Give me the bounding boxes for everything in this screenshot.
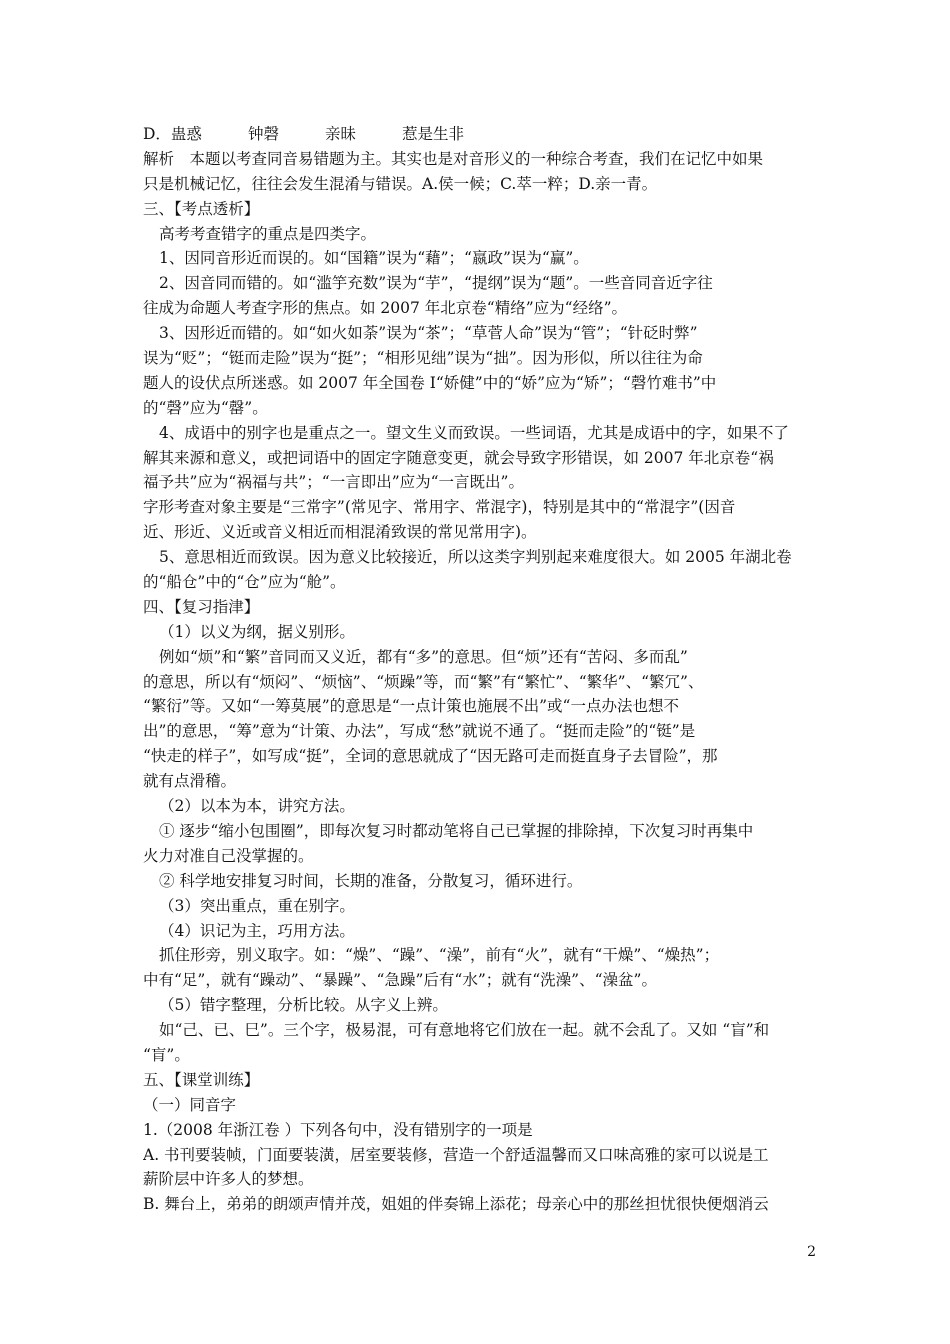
text-line: 福予共”应为“祸福与共”；“一言即出”应为“一言既出”。 (143, 473, 524, 492)
text-line: 3、因形近而错的。如“如火如荼”误为“茶”；“草菅人命”误为“管”；“针砭时弊” (159, 324, 698, 343)
section-heading: 四、【复习指津】 (143, 597, 260, 616)
text-line: 解析 本题以考查同音易错题为主。其实也是对音形义的一种综合考查，我们在记忆中如果 (143, 149, 764, 168)
section-heading: 三、【考点透析】 (143, 199, 260, 218)
text-line: 4、成语中的别字也是重点之一。望文生义而致误。一些词语，尤其是成语中的字，如果不了 (159, 423, 789, 442)
text-line: 的“船仓”中的“仓”应为“舱”。 (143, 573, 346, 592)
text-line: 例如“烦”和“繁”音同而又义近，都有“多”的意思。但“烦”还有“苦闷、多而乱” (159, 647, 688, 666)
text-line: 就有点滑稽。 (143, 772, 237, 791)
option-d-item-3: 亲昧 (324, 125, 356, 143)
text-line: 1、因同音形近而误的。如“国籍”误为“藉”；“嬴政”误为“赢”。 (159, 249, 589, 268)
option-d-item-1: D．蛊惑 (143, 125, 202, 143)
subsection-heading: （一）同音字 (143, 1095, 237, 1114)
text-line: 出”的意思，“筹”意为“计策、办法”，写成“愁”就说不通了。“挺而走险”的“铤”是 (143, 722, 696, 741)
text-line: 2、因音同而错的。如“滥竽充数”误为“芋”，“提纲”误为“题”。一些音同音近字往 (159, 274, 713, 293)
text-line: 近、形近、义近或音义相近而相混淆致误的常见常用字)。 (143, 523, 537, 542)
text-line: “快走的样子”，如写成“挺”，全词的意思就成了“因无路可走而挺直身子去冒险”，那 (143, 747, 718, 766)
text-line: “肓”。 (143, 1045, 190, 1064)
subsection-heading: （1）以义为纲，据义别形。 (159, 622, 355, 641)
text-line: 题人的设伏点所迷惑。如 2007 年全国卷 I“娇健”中的“娇”应为“矫”；“磬竹难书”中 (143, 373, 717, 392)
text-line: “繁衍”等。又如“一筹莫展”的意思是“一点计策也施展不出”或“一点办法也想不 (143, 697, 679, 716)
text-line: 薪阶层中许多人的梦想。 (143, 1170, 314, 1189)
text-line: 误为“贬”；“铤而走险”误为“挺”；“相形见绌”误为“拙”。因为形似，所以往往为命 (143, 349, 703, 368)
subsection-heading: （4）识记为主，巧用方法。 (159, 921, 355, 940)
text-line: 中有“足”，就有“躁动”、“暴躁”、“急躁”后有“水”；就有“洗澡”、“澡盆”。 (143, 971, 657, 990)
text-line: 往成为命题人考查字形的焦点。如 2007 年北京卷“精络”应为“经络”。 (143, 299, 627, 318)
text-line: 如“己、已、巳”。三个字，极易混，可有意地将它们放在一起。就不会乱了。又如 “盲”和 (159, 1021, 770, 1040)
text-line: 5、意思相近而致误。因为意义比较接近，所以这类字判别起来难度很大。如 2005 年湖北卷 (159, 548, 792, 567)
option-d-line (143, 122, 813, 147)
text-line: ① 逐步“缩小包围圈”，即每次复习时都动笔将自己已掌握的排除掉，下次复习时再集中 (159, 821, 754, 840)
subsection-heading: （3）突出重点，重在别字。 (159, 896, 355, 915)
text-line: 解其来源和意义，或把词语中的固定字随意变更，就会导致字形错误，如 2007 年北京卷“祸 (143, 448, 774, 467)
section-heading: 五、【课堂训练】 (143, 1070, 260, 1089)
text-line: 的“磬”应为“罄”。 (143, 398, 268, 417)
text-line: 字形考查对象主要是“三常字”(常见字、常用字、常混字)，特别是其中的“常混字”(因音 (143, 498, 736, 517)
option-d-item-2: 钟磬 (247, 125, 279, 143)
text-line: 的意思，所以有“烦闷”、“烦恼”、“烦躁”等，而“繁”有“繁忙”、“繁华”、“繁冗”、 (143, 672, 704, 691)
text-line: 火力对准自己没掌握的。 (143, 846, 314, 865)
text-line: 抓住形旁，别义取字。如：“燥”、“躁”、“澡”，前有“火”，就有“干燥”、“燥热”； (159, 946, 720, 965)
subsection-heading: （2）以本为本，讲究方法。 (159, 797, 355, 816)
subsection-heading: （5）错字整理，分析比较。从字义上辨。 (159, 996, 448, 1015)
text-line: 只是机械记忆，往往会发生混淆与错误。A.侯一候；C.萃一粹；D.亲一青。 (143, 174, 658, 193)
text-line: 高考考查错字的重点是四类字。 (159, 224, 377, 243)
option-d-item-4: 惹是生非 (401, 125, 464, 143)
page-body (143, 122, 813, 1217)
option-b-line: B. 舞台上，弟弟的朗颂声情并茂，姐姐的伴奏锦上添花；母亲心中的那丝担忧很快便烟消云 (143, 1195, 769, 1214)
text-line: ② 科学地安排复习时间，长期的准备，分散复习，循环进行。 (159, 871, 583, 890)
page-number: 2 (807, 1244, 816, 1260)
option-a-line: A. 书刊要装帧，门面要装潢，居室要装修，营造一个舒适温馨而又口味高雅的家可以说是工 (143, 1145, 769, 1164)
question-stem: 1.（2008 年浙江卷 ）下列各句中，没有错别字的一项是 (143, 1120, 533, 1139)
